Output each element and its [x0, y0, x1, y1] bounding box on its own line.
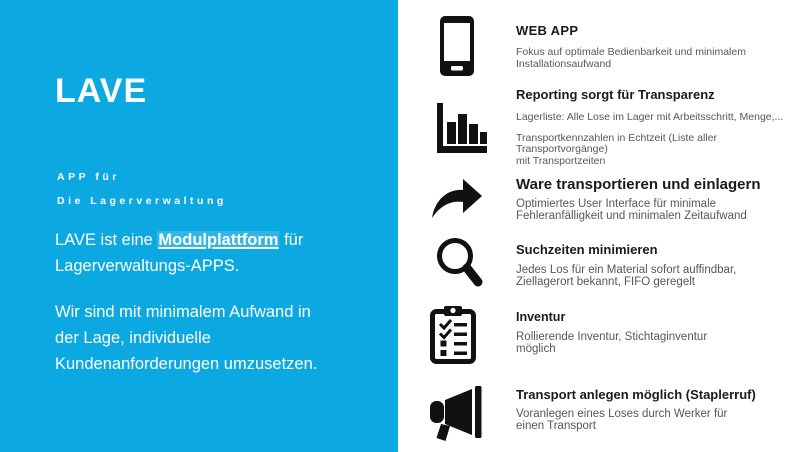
- smartphone-icon: [440, 16, 474, 76]
- mission-line3: Kundenanforderungen umzusetzen.: [55, 355, 318, 373]
- feature-description: Voranlegen eines Loses durch Werker für einen Transport: [516, 408, 728, 432]
- feature-description: Transportkennzahlen in Echtzeit (Liste aller Transportvorgänge) mit Transportzeiten: [516, 131, 717, 167]
- magnifier-icon: [435, 237, 485, 290]
- feature-description: Jedes Los für ein Material sofort auffindbar, Ziellagerort bekannt, FIFO geregelt: [516, 264, 737, 288]
- brand-panel: [0, 0, 398, 452]
- megaphone-icon: [428, 383, 484, 441]
- brand-logo: LAVE: [55, 72, 148, 110]
- mission-paragraph: [55, 299, 375, 377]
- bar-chart-icon: [435, 103, 487, 153]
- features-panel: [398, 0, 800, 452]
- feature-description: Fokus auf optimale Bedienbarkeit und minimalem Installationsaufwand: [516, 46, 746, 70]
- intro-paragraph: [55, 227, 375, 279]
- brand-subtitle-line1: APP für: [57, 171, 120, 183]
- intro-lead: LAVE ist eine: [55, 231, 158, 249]
- intro-highlight: Modulplattform: [158, 231, 279, 249]
- brand-subtitle: [57, 165, 227, 213]
- intro-line2: Lagerverwaltungs-APPS.: [55, 257, 240, 275]
- feature-title: Ware transportieren und einlagern: [516, 176, 761, 193]
- intro-tail: für: [279, 231, 304, 249]
- mission-line1: Wir sind mit minimalem Aufwand in: [55, 303, 311, 321]
- feature-description: Rollierende Inventur, Stichtaginventur möglich: [516, 331, 708, 355]
- feature-title: Transport anlegen möglich (Staplerruf): [516, 387, 756, 402]
- brand-subtitle-line2: Die Lagerverwaltung: [57, 195, 227, 207]
- feature-description: Optimiertes User Interface für minimale Fehleranfälligkeit und minimalen Zeitaufwand: [516, 198, 747, 222]
- checklist-icon: [430, 306, 476, 364]
- feature-title: Reporting sorgt für Transparenz: [516, 87, 715, 102]
- feature-description: Lagerliste: Alle Lose im Lager mit Arbeitsschritt, Menge,...: [516, 111, 784, 123]
- curved-arrow-icon: [430, 174, 484, 220]
- mission-line2: der Lage, individuelle: [55, 329, 211, 347]
- feature-title: Inventur: [516, 310, 566, 324]
- feature-title: Suchzeiten minimieren: [516, 242, 658, 257]
- feature-title: WEB APP: [516, 23, 579, 38]
